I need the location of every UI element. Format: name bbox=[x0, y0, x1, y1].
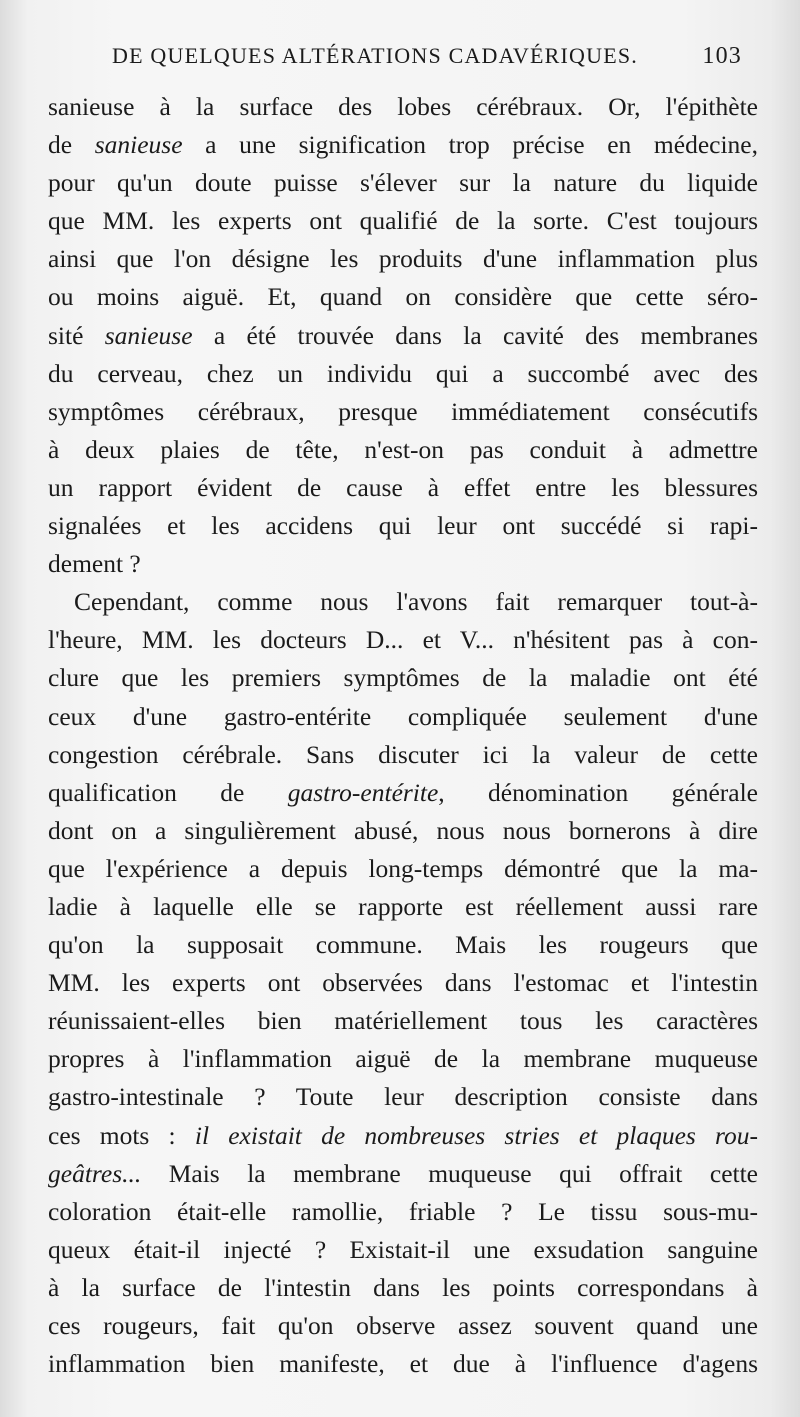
text-line bbox=[48, 774, 758, 812]
text-segment: a une signification trop précise en médecine, bbox=[182, 130, 758, 160]
text-segment: à la surface de l'intestin dans les points correspondans à bbox=[48, 1272, 758, 1302]
text-segment: , dénomination générale bbox=[438, 777, 758, 807]
text-segment: a été trouvée dans la cavité des membranes bbox=[192, 320, 758, 350]
text-segment: sanieuse à la surface des lobes cérébraux. Or, l'épithète bbox=[48, 92, 758, 121]
text-segment: dont on a singulièrement abusé, nous nous bornerons à dire bbox=[48, 815, 758, 845]
text-line bbox=[48, 926, 758, 964]
text-line bbox=[48, 1002, 758, 1040]
page-number: 103 bbox=[702, 43, 742, 69]
body-text bbox=[48, 88, 758, 1383]
text-line bbox=[48, 964, 758, 1002]
text-line bbox=[48, 431, 758, 469]
text-line bbox=[48, 1269, 758, 1307]
text-line bbox=[48, 1231, 758, 1269]
text-segment: congestion cérébrale. Sans discuter ici la valeur de cette bbox=[48, 739, 758, 769]
text-segment: queux était-il injecté ? Existait-il une exsudation sanguine bbox=[48, 1234, 758, 1264]
text-segment: Mais la membrane muqueuse qui offrait cette bbox=[141, 1158, 758, 1188]
text-segment: ces mots : bbox=[48, 1120, 195, 1150]
text-segment: ou moins aiguë. Et, quand on considère que cette séro- bbox=[48, 282, 758, 312]
text-line bbox=[48, 850, 758, 888]
text-segment: ceux d'une gastro-entérite compliquée seulement d'une bbox=[48, 701, 758, 731]
italic-text: sanieuse bbox=[104, 320, 193, 350]
text-line bbox=[48, 240, 758, 278]
text-segment: gastro-intestinale ? Toute leur description consiste dans bbox=[48, 1082, 758, 1112]
text-line bbox=[48, 1040, 758, 1078]
text-line bbox=[48, 507, 758, 545]
text-segment: MM. les experts ont observées dans l'estomac et l'intestin bbox=[48, 968, 758, 998]
text-segment: clure que les premiers symptômes de la maladie ont été bbox=[48, 663, 758, 693]
text-segment: pour qu'un doute puisse s'élever sur la nature du liquide bbox=[48, 168, 758, 198]
italic-text: geâtres... bbox=[48, 1158, 142, 1188]
text-line bbox=[48, 888, 758, 926]
text-segment: coloration était-elle ramollie, friable ? Le tissu sous-mu- bbox=[48, 1196, 758, 1226]
text-line bbox=[48, 583, 758, 621]
text-line bbox=[48, 621, 758, 659]
text-line bbox=[48, 1117, 758, 1155]
text-line bbox=[48, 202, 758, 240]
text-segment: inflammation bien manifeste, et due à l'influence d'agens bbox=[48, 1349, 758, 1379]
page-header bbox=[112, 43, 742, 83]
text-line bbox=[48, 1155, 758, 1193]
text-line bbox=[48, 126, 758, 164]
text-line bbox=[48, 355, 758, 393]
text-segment: du cerveau, chez un individu qui a succombé avec des bbox=[48, 358, 758, 388]
text-segment: l'heure, MM. les docteurs D... et V... n'hésitent pas à con- bbox=[48, 625, 758, 655]
text-line bbox=[48, 393, 758, 431]
text-segment: Cependant, comme nous l'avons fait remarquer tout-à- bbox=[74, 587, 758, 617]
text-line bbox=[48, 545, 758, 583]
italic-text: il existait de nombreuses stries et plaques rou- bbox=[194, 1120, 758, 1150]
text-line bbox=[48, 1193, 758, 1231]
running-title: DE QUELQUES ALTÉRATIONS CADAVÉRIQUES. bbox=[112, 43, 638, 68]
text-line bbox=[48, 1078, 758, 1116]
text-segment: que l'expérience a depuis long-temps démontré que la ma- bbox=[48, 853, 758, 883]
text-segment: symptômes cérébraux, presque immédiatement consécutifs bbox=[48, 396, 758, 426]
text-segment: signalées et les accidens qui leur ont succédé si rapi- bbox=[48, 511, 758, 541]
text-segment: qu'on la supposait commune. Mais les rougeurs que bbox=[48, 930, 758, 960]
text-segment: ainsi que l'on désigne les produits d'une inflammation plus bbox=[48, 244, 758, 274]
text-segment: sité bbox=[48, 320, 105, 350]
text-line bbox=[48, 317, 758, 355]
text-segment: que MM. les experts ont qualifié de la sorte. C'est toujours bbox=[48, 206, 758, 236]
text-line bbox=[48, 164, 758, 202]
text-line bbox=[48, 469, 758, 507]
text-line bbox=[48, 736, 758, 774]
text-line bbox=[48, 698, 758, 736]
text-segment: réunissaient-elles bien matériellement tous les caractères bbox=[48, 1006, 758, 1036]
text-segment: de bbox=[48, 130, 95, 160]
text-segment: un rapport évident de cause à effet entre les blessures bbox=[48, 472, 758, 502]
text-line bbox=[48, 812, 758, 850]
text-line bbox=[48, 278, 758, 316]
text-segment: dement ? bbox=[48, 549, 141, 579]
text-segment: ladie à laquelle elle se rapporte est réellement aussi rare bbox=[48, 891, 758, 921]
text-line bbox=[48, 1345, 758, 1383]
text-line bbox=[48, 1307, 758, 1345]
text-segment: à deux plaies de tête, n'est-on pas conduit à admettre bbox=[48, 434, 758, 464]
text-segment: propres à l'inflammation aiguë de la membrane muqueuse bbox=[48, 1044, 758, 1074]
italic-text: gastro-entérite bbox=[287, 777, 439, 807]
text-line bbox=[48, 659, 758, 697]
text-segment: ces rougeurs, fait qu'on observe assez souvent quand une bbox=[48, 1311, 758, 1340]
text-segment: qualification de bbox=[48, 777, 288, 807]
text-line bbox=[48, 88, 758, 126]
italic-text: sanieuse bbox=[94, 130, 183, 160]
